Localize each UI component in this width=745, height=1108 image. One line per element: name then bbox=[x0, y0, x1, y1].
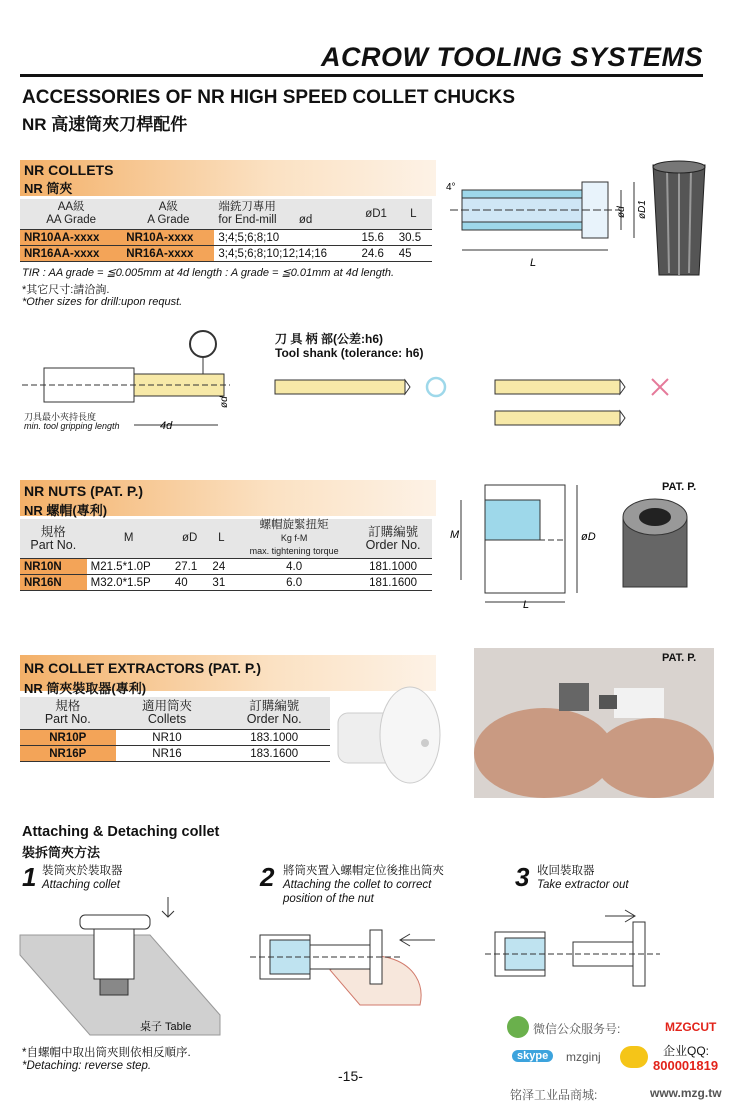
table-row bbox=[20, 730, 330, 746]
nut-drawing bbox=[445, 480, 605, 610]
collet-col-aa-cn: AA級 bbox=[57, 201, 85, 213]
shank-drawing bbox=[270, 370, 710, 440]
nut-torque: 4.0 bbox=[234, 559, 354, 575]
nuts-col-torque-cn: 螺帽旋緊扭矩 bbox=[259, 519, 329, 531]
attach-note-cn: *自螺帽中取出筒夾則依相反順序. bbox=[22, 1047, 191, 1059]
nut-torque: 6.0 bbox=[234, 575, 354, 591]
skype-icon: skype bbox=[512, 1050, 553, 1062]
nut-photo bbox=[615, 495, 695, 595]
step-2-number: 2 bbox=[260, 862, 275, 892]
nuts-col-m: M bbox=[87, 519, 171, 559]
attach-subtitle: 裝拆筒夾方法 bbox=[22, 845, 101, 860]
collet-l: 30.5 bbox=[395, 230, 432, 246]
nut-L-label: L bbox=[523, 599, 530, 611]
qq-icon bbox=[620, 1046, 648, 1068]
attach-title: Attaching & Detaching collet bbox=[22, 824, 220, 840]
wechat-id: MZGCUT bbox=[665, 1020, 717, 1034]
collet-col-a-en: A Grade bbox=[147, 214, 190, 226]
step-1-en: Attaching collet bbox=[42, 879, 120, 891]
wechat-label: 微信公众服务号: bbox=[533, 1022, 621, 1036]
grip-d-label: ød bbox=[219, 396, 230, 408]
nuts-col-torque-en: max. tightening torque bbox=[249, 546, 339, 556]
collet-a-part: NR10A-xxxx bbox=[122, 230, 214, 246]
collets-note-tir: TIR : AA grade = ≦0.005mm at 4d length : A grade = ≦0.01mm at 4d length. bbox=[22, 267, 395, 279]
collet-aa-part: NR16AA-xxxx bbox=[20, 246, 122, 262]
page-subtitle: NR 高速筒夾刀桿配件 bbox=[22, 115, 188, 134]
nuts-col-torque-unit: Kg f-M bbox=[280, 533, 308, 543]
step-2-en: Attaching the collet to correct position of the nut bbox=[283, 879, 432, 905]
step-3-en: Take extractor out bbox=[537, 879, 629, 891]
extractor-photo bbox=[330, 685, 450, 795]
collet-d: 3;4;5;6;8;10;12;14;16 bbox=[214, 246, 357, 262]
ok-circle-icon bbox=[427, 378, 445, 396]
table-row bbox=[20, 246, 432, 262]
step-2-drawing bbox=[250, 910, 445, 1010]
ext-part: NR10P bbox=[20, 730, 116, 746]
ext-collet: NR10 bbox=[116, 730, 219, 746]
extractor-hand-photo bbox=[474, 648, 714, 798]
nut-m: M21.5*1.0P bbox=[87, 559, 171, 575]
ext-order: 183.1600 bbox=[218, 746, 330, 762]
extractors-table bbox=[20, 697, 330, 762]
nuts-col-d: øD bbox=[171, 519, 209, 559]
collet-drawing bbox=[440, 160, 648, 280]
collets-table bbox=[20, 199, 432, 262]
nuts-subtitle: NR 螺帽(專利) bbox=[24, 503, 108, 518]
nuts-col-part-cn: 規格 bbox=[40, 524, 66, 539]
grip-label-cn: 刀具最小夾持長度 bbox=[24, 412, 97, 422]
nut-part: NR16N bbox=[20, 575, 87, 591]
qq-label: 企业QQ: bbox=[663, 1044, 710, 1058]
grip-4d-label: 4d bbox=[160, 420, 173, 432]
page-number: -15- bbox=[338, 1068, 363, 1084]
step-1-number: 1 bbox=[22, 862, 37, 892]
nut-m: M32.0*1.5P bbox=[87, 575, 171, 591]
collet-L-label: L bbox=[530, 257, 537, 269]
ext-col-order-en: Order No. bbox=[246, 712, 302, 726]
skype-id: mzginj bbox=[566, 1050, 601, 1064]
shank-title-en: Tool shank (tolerance: h6) bbox=[275, 346, 424, 360]
table-row bbox=[20, 230, 432, 246]
step-1-drawing bbox=[20, 895, 220, 1035]
collet-d-label: ød bbox=[616, 206, 627, 218]
nuts-col-part-en: Part No. bbox=[30, 537, 77, 552]
collet-col-d1: øD1 bbox=[357, 199, 394, 230]
table-row bbox=[20, 575, 432, 591]
collet-col-d-cn: 端銑刀專用 bbox=[218, 201, 276, 213]
ext-col-order-cn: 訂購編號 bbox=[249, 699, 300, 713]
ext-collet: NR16 bbox=[116, 746, 219, 762]
collets-subtitle: NR 筒夾 bbox=[24, 181, 73, 196]
ext-col-part-cn: 規格 bbox=[55, 699, 81, 713]
nut-D-label: øD bbox=[581, 531, 596, 543]
collet-col-d-en: for End-mill bbox=[218, 214, 277, 226]
nuts-title: NR NUTS (PAT. P.) bbox=[24, 483, 144, 499]
ext-part: NR16P bbox=[20, 746, 116, 762]
collet-d: 3;4;5;6;8;10 bbox=[214, 230, 357, 246]
wechat-icon bbox=[507, 1016, 529, 1038]
collets-title: NR COLLETS bbox=[24, 162, 114, 178]
ng-cross-icon bbox=[652, 379, 668, 395]
nuts-table bbox=[20, 519, 432, 591]
collet-d1-label: øD1 bbox=[637, 200, 648, 219]
step-1-cn: 裝筒夾於裝取器 bbox=[42, 865, 123, 877]
collet-photo bbox=[643, 155, 715, 285]
qq-number: 800001819 bbox=[653, 1058, 719, 1073]
shank-title-cn: 刀 具 柄 部(公差:h6) bbox=[275, 332, 383, 346]
collet-angle-label: 4° bbox=[446, 182, 456, 193]
step-3-drawing bbox=[485, 900, 685, 1010]
collet-col-aa-en: AA Grade bbox=[46, 214, 97, 226]
brand-title: ACROW TOOLING SYSTEMS bbox=[320, 42, 703, 72]
attach-note-en: *Detaching: reverse step. bbox=[22, 1060, 152, 1072]
step-3-cn: 收回裝取器 bbox=[537, 865, 595, 877]
collet-d1: 24.6 bbox=[357, 246, 394, 262]
collet-col-d: ød bbox=[298, 214, 313, 226]
ext-col-collet-en: Collets bbox=[147, 712, 187, 726]
nut-order: 181.1000 bbox=[354, 559, 432, 575]
nuts-pat-label: PAT. P. bbox=[662, 481, 697, 493]
ext-order: 183.1000 bbox=[218, 730, 330, 746]
nut-l: 24 bbox=[208, 559, 234, 575]
nut-l: 31 bbox=[208, 575, 234, 591]
table-row bbox=[20, 746, 330, 762]
collet-l: 45 bbox=[395, 246, 432, 262]
collet-col-l: L bbox=[395, 199, 432, 230]
extractors-subtitle: NR 筒夾裝取器(專利) bbox=[24, 681, 147, 696]
ext-col-collet-cn: 適用筒夾 bbox=[141, 699, 192, 713]
extractors-pat-label: PAT. P. bbox=[662, 652, 697, 664]
mall-label: 铭泽工业品商城: bbox=[510, 1088, 598, 1102]
collet-col-a-cn: A級 bbox=[158, 201, 178, 213]
extractors-title: NR COLLET EXTRACTORS (PAT. P.) bbox=[24, 660, 261, 676]
nut-order: 181.1600 bbox=[354, 575, 432, 591]
collet-a-part: NR16A-xxxx bbox=[122, 246, 214, 262]
grip-label-en: min. tool gripping length bbox=[24, 421, 120, 431]
collets-note-cn: *其它尺寸:請洽詢. bbox=[22, 284, 110, 296]
table-row bbox=[20, 559, 432, 575]
header-rule bbox=[20, 74, 703, 77]
collet-aa-part: NR10AA-xxxx bbox=[20, 230, 122, 246]
collet-d1: 15.6 bbox=[357, 230, 394, 246]
nuts-col-l: L bbox=[208, 519, 234, 559]
nuts-col-order-en: Order No. bbox=[365, 537, 421, 552]
nut-M-label: M bbox=[450, 529, 460, 541]
ext-col-part-en: Part No. bbox=[44, 712, 91, 726]
table-label: 桌子 Table bbox=[140, 1021, 192, 1033]
nut-d: 27.1 bbox=[171, 559, 209, 575]
step-2-cn: 將筒夾置入螺帽定位後推出筒夾 bbox=[283, 865, 444, 877]
nut-part: NR10N bbox=[20, 559, 87, 575]
page-title: ACCESSORIES OF NR HIGH SPEED COLLET CHUCKS bbox=[22, 87, 515, 108]
nut-d: 40 bbox=[171, 575, 209, 591]
mall-url[interactable]: www.mzg.tw bbox=[650, 1086, 722, 1100]
step-3-number: 3 bbox=[515, 862, 530, 892]
collets-note-en: *Other sizes for drill:upon requst. bbox=[22, 296, 183, 308]
nuts-col-order-cn: 訂購編號 bbox=[368, 524, 419, 539]
